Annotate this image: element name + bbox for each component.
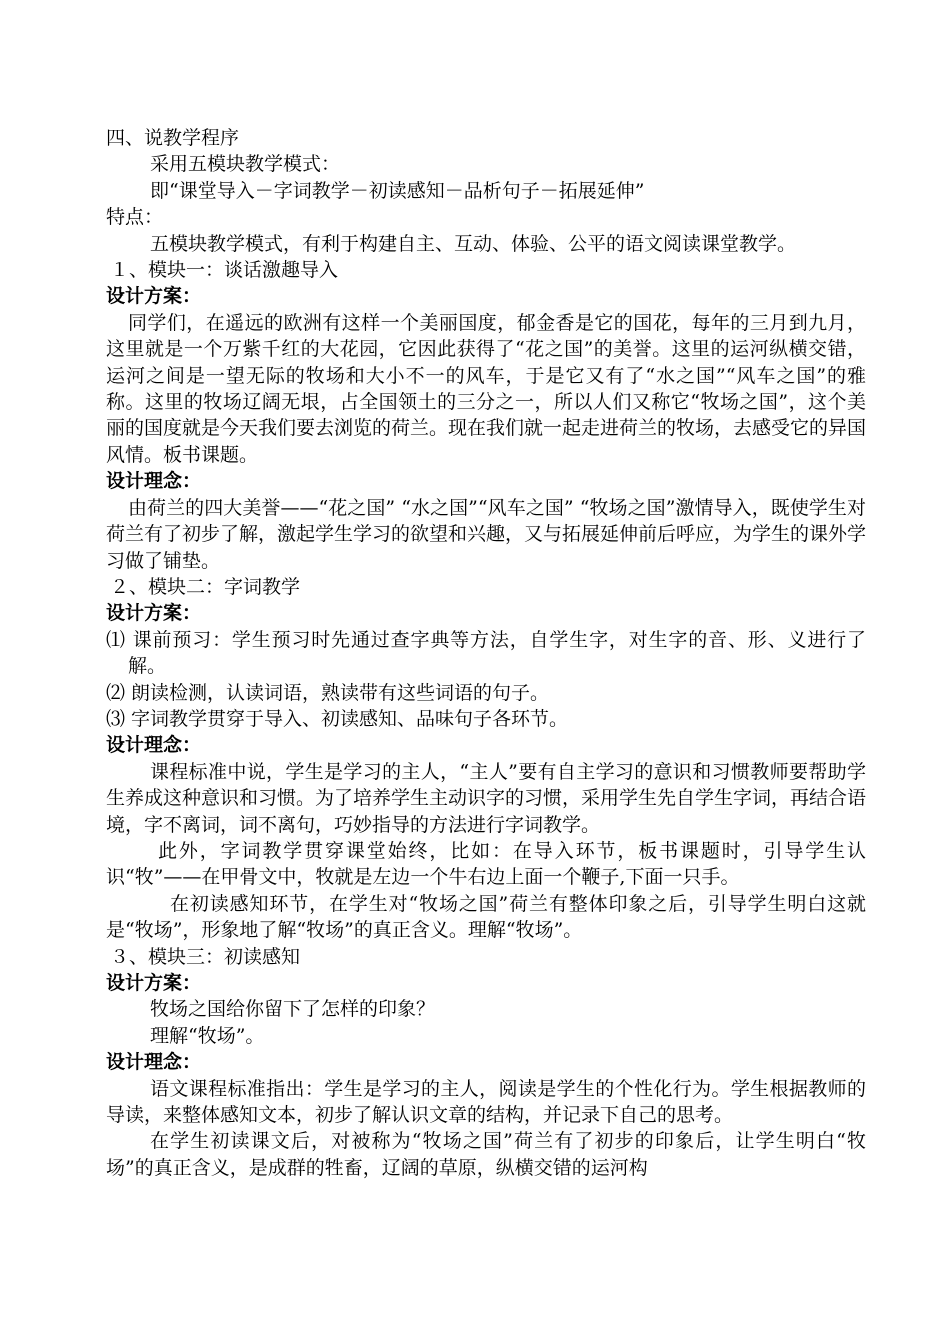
module-3-plan-q1: 牧场之国给你留下了怎样的印象？	[150, 998, 436, 1021]
features-text: 五模块教学模式，有利于构建自主、互动、体验、公平的语文阅读课堂教学。	[150, 232, 797, 255]
module-3-plan-label: 设计方案：	[106, 972, 202, 994]
section-title: 四、说教学程序	[106, 127, 240, 149]
module-1-idea-label: 设计理念：	[106, 470, 202, 493]
module-2-item-1: ⑴ 课前预习：学生预习时先通过查字典等方法，自学生字，对生字的音、形、义进行了解。	[106, 628, 866, 678]
module-3-idea-p1: 语文课程标准指出：学生是学习的主人，阅读是学生的个性化行为。学生根据教师的导读，来整体感知文本，初步了解认识文章的结构，并记录下自己的思考。	[106, 1077, 866, 1127]
features-label: 特点：	[106, 206, 164, 229]
module-1-heading: １、模块一：谈话激趣导入	[110, 259, 339, 282]
module-2-item-2: ⑵ 朗读检测，认读词语，熟读带有这些词语的句子。	[106, 681, 550, 704]
module-3-idea-p2: 在学生初读课文后，对被称为“牧场之国”荷兰有了初步的印象后，让学生明白“牧场”的真正含义，是成群的牲畜，辽阔的草原，纵横交错的运河构	[106, 1130, 866, 1179]
module-3-plan-q2: 理解“牧场”。	[150, 1024, 265, 1047]
module-2-idea-p1: 课程标准中说，学生是学习的主人，“主人”要有自主学习的意识和习惯教师要帮助学生养成这种意识和习惯。为了培养学生主动识字的习惯，采用学生先自学生字词，再结合语境，字不离词，词不离句，巧妙指导的方法进行字词教学。	[106, 760, 867, 836]
module-2-plan-label: 设计方案：	[106, 602, 202, 625]
module-1-plan-text: 同学们，在遥远的欧洲有这样一个美丽国度，郁金香是它的国花，每年的三月到九月，这里就是一个万紫千红的大花园，它因此获得了“花之国”的美誉。这里的运河纵横交错，运河之间是一望无际的牧场和大小不一的风车，于是它又有了“水之国”“风车之国”的雅称。这里的牧场辽阔无垠，占全国领土的三分之一，所以人们又称它“牧场之国”，这个美丽的国度就是今天我们要去浏览的荷兰。现在我们就一起走进荷兰的牧场，去感受它的异国风情。板书课题。	[106, 311, 867, 466]
document-page	[106, 125, 866, 1181]
module-1-plan-label: 设计方案：	[106, 285, 202, 308]
module-3-heading: ３、模块三：初读感知	[110, 945, 301, 968]
module-1-idea-text: 由荷兰的四大美誉——“花之国” “水之国”“风车之国” “牧场之国”激情导入，既使学生对荷兰有了初步了解，激起学生学习的欲望和兴趣，又与拓展延伸前后呼应，为学生的课外学习做了铺垫。	[106, 496, 867, 572]
module-2-heading: ２、模块二：字词教学	[110, 575, 301, 598]
module-2-item-3: ⑶ 字词教学贯穿于导入、初读感知、品味句子各环节。	[106, 707, 569, 730]
module-2-idea-p2: 此外，字词教学贯穿课堂始终，比如：在导入环节，板书课题时，引导学生认识“牧”——在甲骨文中，牧就是左边一个牛右边上面一个鞭子,下面一只手。	[106, 839, 866, 889]
mode-line: 采用五模块教学模式：	[150, 153, 341, 176]
module-2-idea-label: 设计理念：	[106, 734, 202, 757]
mode-steps: 即“课堂导入－字词教学－初读感知－品析句子－拓展延伸”	[150, 179, 645, 202]
module-2-idea-p3: 在初读感知环节，在学生对“牧场之国”荷兰有整体印象之后，引导学生明白这就是“牧场”，形象地了解“牧场”的真正含义。理解“牧场”。	[106, 892, 866, 942]
module-3-idea-label: 设计理念：	[106, 1051, 202, 1074]
